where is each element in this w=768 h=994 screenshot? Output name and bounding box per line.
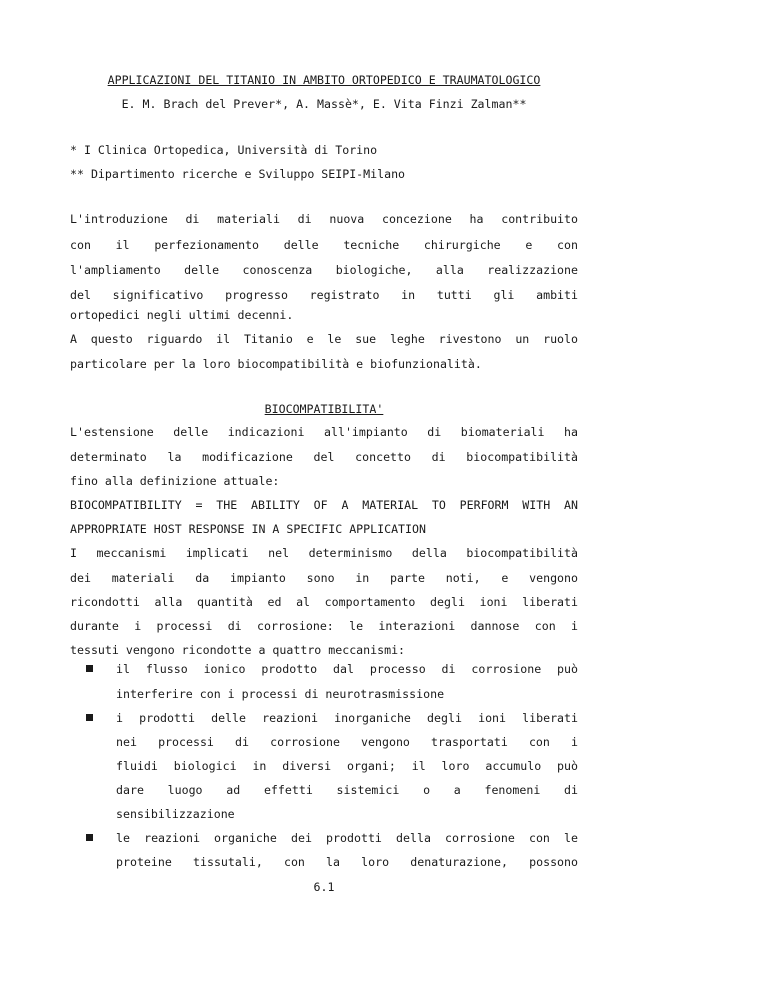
body-line: L'estensione delle indicazioni all'impianto di biomateriali ha xyxy=(70,425,578,439)
bullet-line: il flusso ionico prodotto dal processo di corrosione può xyxy=(116,662,578,676)
body-line: BIOCOMPATIBILITY = THE ABILITY OF A MATERIAL TO PERFORM WITH AN xyxy=(70,498,578,512)
bullet-line: proteine tissutali, con la loro denaturazione, possono xyxy=(116,855,578,869)
intro-line: l'ampliamento delle conoscenza biologiche, alla realizzazione xyxy=(70,263,578,277)
intro-line: del significativo progresso registrato in tutti gli ambiti xyxy=(70,288,578,302)
intro-line: ortopedici negli ultimi decenni. xyxy=(70,308,294,322)
body-line: dei materiali da impianto sono in parte noti, e vengono xyxy=(70,571,578,585)
bullet-line: dare luogo ad effetti sistemici o a fenomeni di xyxy=(116,783,578,797)
bullet-square-icon xyxy=(86,834,93,841)
body-line: determinato la modificazione del concetto di biocompatibilità xyxy=(70,450,578,464)
bullet-line: le reazioni organiche dei prodotti della corrosione con le xyxy=(116,831,578,845)
body-line: durante i processi di corrosione: le interazioni dannose con i xyxy=(70,619,578,633)
bullet-square-icon xyxy=(86,714,93,721)
intro-line: con il perfezionamento delle tecniche chirurgiche e con xyxy=(70,238,578,252)
intro-line: particolare per la loro biocompatibilità e biofunzionalità. xyxy=(70,357,482,371)
bullet-line: nei processi di corrosione vengono trasportati con i xyxy=(116,735,578,749)
paper-title: APPLICAZIONI DEL TITANIO IN AMBITO ORTOPEDICO E TRAUMATOLOGICO xyxy=(107,73,541,87)
affiliation-2: ** Dipartimento ricerche e Sviluppo SEIPI-Milano xyxy=(70,167,406,181)
section-heading: BIOCOMPATIBILITA' xyxy=(264,402,384,416)
body-line: I meccanismi implicati nel determinismo della biocompatibilità xyxy=(70,546,578,560)
body-line: fino alla definizione attuale: xyxy=(70,474,280,488)
bullet-line: sensibilizzazione xyxy=(116,807,235,821)
affiliation-1: * I Clinica Ortopedica, Università di Torino xyxy=(70,143,378,157)
intro-line: A questo riguardo il Titanio e le sue leghe rivestono un ruolo xyxy=(70,332,578,346)
bullet-line: interferire con i processi di neurotrasmissione xyxy=(116,687,445,701)
bullet-square-icon xyxy=(86,665,93,672)
bullet-line: i prodotti delle reazioni inorganiche degli ioni liberati xyxy=(116,711,578,725)
body-line: ricondotti alla quantità ed al comportamento degli ioni liberati xyxy=(70,595,578,609)
body-line: tessuti vengono ricondotte a quattro meccanismi: xyxy=(70,643,406,657)
paper-authors: E. M. Brach del Prever*, A. Massè*, E. Vita Finzi Zalman** xyxy=(121,97,527,111)
intro-line: L'introduzione di materiali di nuova concezione ha contribuito xyxy=(70,212,578,226)
bullet-line: fluidi biologici in diversi organi; il loro accumulo può xyxy=(116,759,578,773)
page-number: 6.1 xyxy=(313,880,335,894)
body-line: APPROPRIATE HOST RESPONSE IN A SPECIFIC APPLICATION xyxy=(70,522,426,536)
